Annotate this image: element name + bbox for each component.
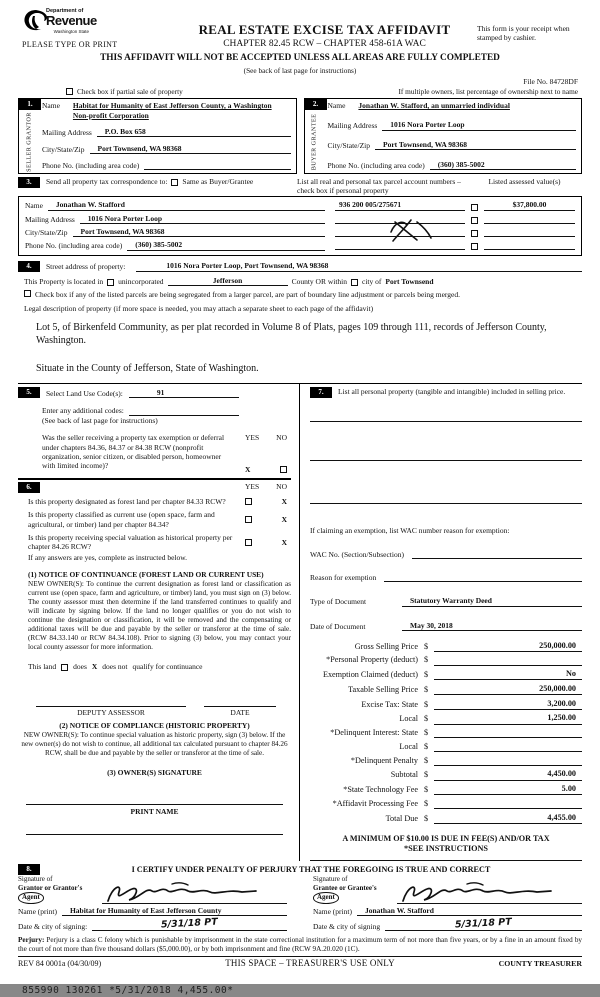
buyer-phone-value[interactable]: (360) 385-5002 (430, 160, 576, 170)
notice-compliance-title: (2) NOTICE OF COMPLIANCE (HISTORIC PROPERTY) (59, 721, 250, 731)
seller-address-label: Mailing Address (42, 127, 92, 137)
same-as-buyer-checkbox[interactable] (171, 179, 178, 186)
grantor-signature (102, 881, 262, 907)
logo-state-text: Washington State (53, 29, 90, 35)
section-7-number: 7. (310, 387, 332, 398)
grantee-name-print-value[interactable]: Jonathan W. Stafford (357, 906, 582, 916)
continuance-post: qualify for continuance (132, 662, 203, 672)
buyer-citystate-label: City/State/Zip (327, 141, 370, 151)
county-treasurer-label: COUNTY TREASURER (498, 958, 582, 968)
corr-phone-label: Phone No. (including area code) (25, 241, 123, 251)
tax-column (300, 384, 582, 861)
dollar-sign: $ (424, 798, 429, 808)
excise-state-label: Excise Tax: State (361, 699, 418, 709)
sec5-no-checkbox[interactable] (280, 466, 287, 473)
treasurer-space-label: THIS SPACE – TREASURER'S USE ONLY (225, 957, 395, 968)
buyer-name-label: Name (327, 101, 346, 111)
seller-name-label: Name (42, 101, 60, 111)
grantee-signature-of-label: Signature of (313, 875, 348, 884)
grantor-signature-of-label: Signature of (18, 875, 53, 884)
corr-citystate-value[interactable]: Port Townsend, WA 98368 (73, 227, 326, 237)
assessed-value-3[interactable] (484, 228, 575, 237)
county-name-value[interactable]: Jefferson (168, 276, 288, 286)
historical-yes-checkbox[interactable] (245, 539, 252, 546)
subtotal-value[interactable]: 4,450.00 (434, 769, 582, 780)
exemption-deduct-value[interactable]: No (434, 669, 582, 680)
logo-dept-text: Department of (46, 8, 84, 14)
excise-state-value[interactable]: 3,200.00 (434, 699, 582, 710)
segregated-label: Check box if any of the listed parcels are being segregated from a larger parcel, are part of boundary line adjustment or parcels being merged. (35, 290, 460, 300)
land-use-column (18, 384, 300, 861)
perjury-label: Perjury: (18, 935, 45, 944)
forest-yes-checkbox[interactable] (245, 498, 252, 505)
legal-description (36, 321, 582, 376)
see-back-instructions: (See back of last page for instructions) (42, 415, 158, 425)
partial-sale-label: Check box if partial sale of property (77, 87, 183, 97)
dollar-sign: $ (424, 755, 429, 765)
buyer-address-value[interactable]: 1016 Nora Porter Loop (382, 120, 576, 130)
exemption-note: If claiming an exemption, list WAC number reason for exemption: (310, 526, 510, 536)
dollar-sign: $ (424, 641, 429, 651)
dor-logo (22, 8, 172, 35)
delinq-interest-local-label: Local (399, 741, 418, 751)
grantor-date-city-value[interactable] (92, 918, 287, 931)
dollar-sign: $ (424, 699, 429, 709)
same-as-buyer-label: Same as Buyer/Grantee (182, 177, 254, 187)
grantor-name-print-value[interactable]: Habitat for Humanity of East Jefferson County (62, 906, 287, 916)
seller-phone-label: Phone No. (including area code) (42, 160, 140, 170)
additional-codes-label: Enter any additional codes: (42, 406, 124, 416)
section-1-number: 1. (19, 99, 41, 110)
legal-description-label: Legal description of property (if more space is needed, you may attach a separate sheet to each page of the affidavit) (24, 303, 374, 313)
correspondence-box (18, 196, 582, 256)
owner-signature-line[interactable] (26, 804, 283, 805)
gross-price-value[interactable]: 250,000.00 (434, 641, 582, 652)
correspondence-label: Send all property tax correspondence to: (46, 177, 168, 187)
seller-grantor-box (18, 98, 297, 174)
current-use-yes-checkbox[interactable] (245, 516, 252, 523)
buyer-grantee-box (304, 98, 583, 174)
grantor-signature-block (18, 875, 287, 930)
excise-local-label: Local (399, 714, 418, 724)
land-use-code-value[interactable]: 91 (129, 388, 239, 398)
historical-no-x[interactable]: X (281, 537, 287, 547)
notice-continuance-title: (1) NOTICE OF CONTINUANCE (FOREST LAND OR CURRENT USE) (28, 570, 264, 580)
doc-date-label: Date of Document (310, 621, 366, 631)
rev-number: REV 84 0001a (04/30/09) (18, 958, 102, 968)
unincorporated-label: unincorporated (118, 276, 164, 286)
type-or-print-note: PLEASE TYPE OR PRINT (22, 39, 118, 49)
tax-exemption-question: Was the seller receiving a property tax exemption or deferral under chapters 84.36, 84.37 or 84.38 RCW (nonprofit organization, senior citizen, or disabled person, homeowner with limited income)? (42, 433, 225, 471)
city-name-value[interactable]: Port Townsend (385, 276, 434, 286)
sec5-yes-header: YES (245, 433, 260, 443)
continuance-does: does (73, 662, 87, 672)
owners-signature-label: (3) OWNER(S) SIGNATURE (107, 768, 202, 778)
dollar-sign: $ (424, 714, 429, 724)
corr-phone-value[interactable]: (360) 385-5002 (127, 240, 325, 250)
seller-name-value[interactable]: Habitat for Humanity of East Jefferson County, a Washington Non-profit Corporation (72, 101, 272, 120)
exemption-deduct-label: Exemption Claimed (deduct) (322, 670, 418, 680)
dollar-sign: $ (424, 670, 429, 680)
minimum-fee-note: A MINIMUM OF $10.00 IS DUE IN FEE(S) AND/OR TAX (342, 833, 550, 843)
parcel-numbers-heading: List all real and personal tax parcel account numbers – check box if personal property (297, 177, 461, 196)
grantee-signature-block (313, 875, 582, 930)
print-name-line[interactable] (26, 834, 283, 835)
grantor-date-city-label: Date & city of signing: (18, 921, 88, 931)
street-address-label: Street address of property: (46, 262, 126, 272)
buyer-side-label: BUYER GRANTEE (310, 113, 318, 171)
processing-fee-value[interactable] (434, 799, 582, 809)
seller-citystate-label: City/State/Zip (42, 144, 85, 154)
parcel-1-personal-checkbox[interactable] (471, 204, 478, 211)
dollar-sign: $ (424, 741, 429, 751)
total-due-value[interactable]: 4,455.00 (434, 813, 582, 824)
assessed-value-2[interactable] (484, 215, 575, 224)
certify-statement: I CERTIFY UNDER PENALTY OF PERJURY THAT THE FOREGOING IS TRUE AND CORRECT (131, 864, 491, 874)
assessed-value-heading: Listed assessed value(s) (488, 177, 561, 187)
corr-address-label: Mailing Address (25, 214, 75, 224)
file-number: File No. 84728DF (523, 76, 578, 86)
seller-side-label: SELLER GRANTOR (24, 112, 32, 172)
delinq-penalty-value[interactable] (434, 756, 582, 766)
doc-type-value[interactable]: Statutory Warranty Deed (402, 596, 582, 606)
form-subtitle: CHAPTER 82.45 RCW – CHAPTER 458-61A WAC (223, 39, 426, 50)
ex-scribble-mark (387, 216, 433, 246)
grantee-name-print-label: Name (print) (313, 906, 352, 916)
grantee-agent-circled: Agent (313, 892, 339, 903)
grantor-date-handwriting: 5/31/18 PT (160, 916, 219, 931)
dollar-sign: $ (424, 813, 429, 823)
gross-price-label: Gross Selling Price (354, 641, 418, 651)
dollar-sign: $ (424, 728, 429, 738)
personal-property-line-2[interactable] (310, 448, 582, 461)
form-footer (18, 957, 582, 969)
parcel-3-personal-checkbox[interactable] (471, 230, 478, 237)
notice-continuance-body: NEW OWNER(S): To continue the current designation as forest land or classification as current use (open space, farm and agriculture, or timber) land, you must sign on (3) below. The county assessor must then determine if the land transferred continues to qualify and will indicate by signing below. If the land no longer qualifies or you do not wish to continue the designation or classification, it will be removed and the compensating or additional taxes will be due and payable by the seller or transferor at the time of sale. (RCW 84.33.140 or RCW 84.34.108). Prior to signing (3) below, you may contact your local county assessor for more information. (28, 580, 291, 652)
partial-sale-checkbox[interactable] (66, 88, 73, 95)
wac-label: WAC No. (Section/Subsection) (310, 549, 404, 559)
delinq-interest-state-value[interactable] (434, 728, 582, 738)
logo-revenue-text: Revenue (46, 12, 97, 28)
grantor-signature-field[interactable] (102, 882, 287, 904)
legal-description-text-2: Situate in the County of Jefferson, State of Washington. (36, 362, 259, 374)
delinq-interest-local-value[interactable] (434, 742, 582, 752)
seller-address-value[interactable]: P.O. Box 658 (97, 127, 291, 137)
sec5-yes-answer-x[interactable]: X (245, 464, 251, 474)
corr-name-label: Name (25, 201, 43, 211)
forest-land-question: Is this property designated as forest land per chapter 84.33 RCW? (28, 496, 226, 506)
assessor-date-label[interactable]: DATE (204, 706, 276, 717)
doc-date-value[interactable]: May 30, 2018 (402, 621, 582, 631)
parcel-4-personal-checkbox[interactable] (471, 243, 478, 250)
grantee-date-city-label: Date & city of signing (313, 921, 381, 931)
personal-property-label: List all personal property (tangible and intangible) included in selling price. (338, 387, 566, 397)
buyer-name-value[interactable]: Jonathan W. Stafford, an unmarried individual (358, 101, 510, 111)
city-of-label: city of (362, 276, 382, 286)
assessed-value-4[interactable] (484, 241, 575, 250)
seller-phone-value[interactable] (144, 161, 290, 170)
parcel-2-personal-checkbox[interactable] (471, 217, 478, 224)
taxable-price-value[interactable]: 250,000.00 (434, 684, 582, 695)
buyer-citystate-value[interactable]: Port Townsend, WA 98368 (375, 140, 576, 150)
grantor-agent-label: Grantor or Grantor's (18, 883, 83, 892)
delinq-interest-state-label: *Delinquent Interest: State (330, 728, 418, 738)
perjury-body: Perjury is a class C felony which is punishable by imprisonment in the state correctional institution for a maximum term of not more than five years, or by a fine in an amount fixed by the court of not more than five thousand dollars ($5,000.00), or by both imprisonment and fine (RCW 9A.20.020 (1C). (18, 935, 583, 953)
dollar-sign: $ (424, 655, 429, 665)
section-3-number: 3. (18, 177, 40, 188)
personal-property-line-3[interactable] (310, 491, 582, 504)
unincorporated-checkbox[interactable] (107, 279, 114, 286)
assessed-value-1[interactable]: $37,800.00 (484, 200, 575, 210)
legal-description-text-1: Lot 5, of Birkenfeld Community, as per plat recorded in Volume 8 of Plats, pages 109 through 111, records of Jefferson County, Washington. (36, 321, 547, 347)
grantor-name-print-label: Name (print) (18, 906, 57, 916)
property-section (18, 261, 582, 313)
print-name-label: PRINT NAME (130, 806, 179, 816)
processing-fee-label: *Affidavit Processing Fee (332, 798, 418, 808)
dollar-sign: $ (424, 770, 429, 780)
see-back-note: (See back of last page for instructions) (243, 65, 357, 75)
located-in-label: This Property is located in (24, 276, 104, 286)
tech-fee-value[interactable]: 5.00 (434, 784, 582, 795)
corr-name-value[interactable]: Jonathan W. Stafford (48, 200, 325, 210)
sec5-no-header: NO (276, 433, 287, 443)
tech-fee-label: *State Technology Fee (343, 785, 418, 795)
personal-deduct-value[interactable] (434, 656, 582, 666)
grantor-agent-circled: Agent (18, 892, 44, 903)
personal-property-line-1[interactable] (310, 408, 582, 421)
historical-question: Is this property receiving special valuation as historical property per chapter 84.26 RCW? (28, 533, 233, 552)
sec6-no-header: NO (276, 481, 287, 491)
section-8-number: 8. (18, 864, 40, 875)
wac-value[interactable] (412, 550, 582, 559)
parcel-number-1[interactable]: 936 200 005/275671 (335, 200, 465, 210)
warning-line: THIS AFFIDAVIT WILL NOT BE ACCEPTED UNLESS ALL AREAS ARE FULLY COMPLETED (100, 53, 500, 64)
current-use-question: Is this property classified as current use (open space, farm and agricultural, or timber) land per chapter 84.34? (28, 510, 215, 529)
doc-type-label: Type of Document (310, 597, 367, 607)
grantee-date-handwriting: 5/31/18 PT (454, 916, 513, 931)
excise-local-value[interactable]: 1,250.00 (434, 713, 582, 724)
current-use-no-x[interactable]: X (281, 515, 287, 525)
cashier-stamp: 855990 130261 *5/31/2018 4,455.00* (22, 985, 234, 997)
receipt-note: This form is your receipt when stamped by cashier. (477, 24, 570, 43)
section-5-number: 5. (18, 387, 40, 398)
grantee-agent-label: Grantee or Grantee's (313, 883, 377, 892)
total-due-label: Total Due (385, 813, 418, 823)
continuance-does-not: does not (102, 662, 128, 672)
dollar-sign: $ (424, 684, 429, 694)
buyer-phone-label: Phone No. (including area code) (327, 160, 425, 170)
delinq-penalty-label: *Delinquent Penalty (350, 755, 418, 765)
perjury-notice (18, 936, 582, 957)
forest-no-x[interactable]: X (281, 496, 287, 506)
buyer-address-label: Mailing Address (327, 121, 378, 131)
additional-codes-value[interactable] (129, 407, 239, 416)
corr-address-value[interactable]: 1016 Nora Porter Loop (80, 214, 325, 224)
land-use-label: Select Land Use Code(s): (46, 389, 123, 399)
form-title: REAL ESTATE EXCISE TAX AFFIDAVIT (198, 22, 451, 37)
section-6-number: 6. (18, 482, 40, 493)
continuance-pre: This land (28, 662, 57, 672)
reason-exemption-label: Reason for exemption (310, 573, 377, 583)
personal-deduct-label: *Personal Property (deduct) (326, 655, 418, 665)
county-or-label: County OR within (291, 276, 347, 286)
corr-citystate-label: City/State/Zip (25, 228, 68, 238)
grantee-date-city-value[interactable] (385, 918, 582, 931)
notice-compliance-body: NEW OWNER(S): To continue special valuation as historic property, sign (3) below. If the new owner(s) do not wish to continue, all additional tax calculated pursuant to chapter 84.26 RCW, shall be due and payable by the seller or transferor at the time of sale. (21, 731, 288, 758)
section-2-number: 2. (305, 99, 327, 110)
land-does-not-x[interactable]: X (91, 662, 98, 672)
see-instructions-note: *SEE INSTRUCTIONS (404, 844, 488, 854)
sec6-note: If any answers are yes, complete as instructed below. (28, 552, 188, 562)
street-address-value[interactable]: 1016 Nora Porter Loop, Port Townsend, WA 98368 (136, 261, 582, 271)
sec6-yes-header: YES (245, 481, 260, 491)
city-checkbox[interactable] (351, 279, 358, 286)
multiple-owners-note: If multiple owners, list percentage of ownership next to name (398, 87, 578, 97)
header (0, 0, 600, 51)
deputy-assessor-label[interactable]: DEPUTY ASSESSOR (36, 706, 186, 717)
taxable-price-label: Taxable Selling Price (348, 684, 418, 694)
seller-citystate-value[interactable]: Port Townsend, WA 98368 (90, 144, 291, 154)
reason-exemption-value[interactable] (384, 573, 582, 582)
dollar-sign: $ (424, 785, 429, 795)
land-does-checkbox[interactable] (61, 664, 68, 671)
column-end-rule (310, 860, 582, 861)
section-4-number: 4. (18, 261, 40, 272)
grantee-signature-field[interactable] (397, 882, 582, 904)
subtotal-label: Subtotal (390, 770, 418, 780)
grantee-signature (397, 881, 557, 907)
segregated-checkbox[interactable] (24, 290, 31, 297)
